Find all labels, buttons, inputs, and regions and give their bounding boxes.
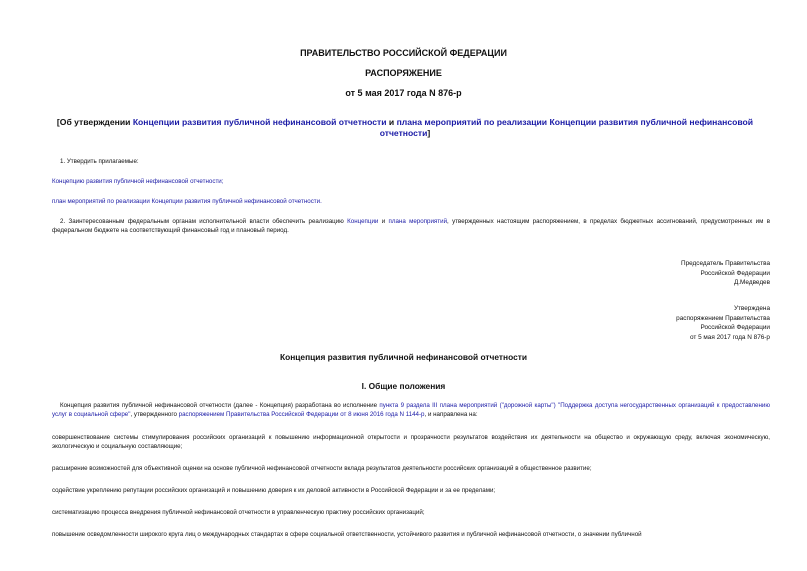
signature-name: Д.Медведев (733, 279, 770, 286)
concept-title: Концепция развития публичной нефинансовой отчетности (280, 352, 527, 362)
approval-block (570, 304, 770, 342)
approval-line-3: Российской Федерации (700, 324, 770, 331)
intro-text-c: , и направлена на: (424, 411, 478, 418)
intro-text-b: , утвержденного (130, 411, 179, 418)
list-item: расширение возможностей для объективной оценки на основе публичной нефинансовой отчетности вклада результатов деятельности российских организаций в общественное развитие; (52, 465, 592, 472)
intro-text-a: Концепция развития публичной нефинансовой отчетности (далее - Концепция) разработана во исполнение (60, 402, 380, 409)
list-item: содействие укреплению репутации российских организаций и повышению доверия к их деловой активности в Российской Федерации и за ее пределами; (52, 487, 496, 494)
approval-line-1: Утверждена (733, 305, 770, 312)
signature-block (570, 259, 770, 288)
list-item: совершенствование системы стимулирования российских организаций к повышению информационной открытости и прозрачности результатов воздействия их деятельности на общество и окружающую среду, включая экономическую, экологическую и социальную составляющие; (52, 434, 770, 450)
doc-date-number: от 5 мая 2017 года N 876-р (345, 88, 462, 98)
item-2-text-a: 2. Заинтересованным федеральным органам исполнительной власти обеспечить реализацию (60, 218, 348, 225)
item-2 (52, 217, 770, 235)
title-prefix: Об утверждении (59, 117, 133, 127)
item-1: 1. Утвердить прилагаемые: (60, 158, 139, 165)
signature-position: Председатель Правительства (681, 260, 770, 267)
concept-link[interactable]: Концепцию развития публичной нефинансовой отчетности; (52, 178, 224, 185)
list-item: систематизацию процесса внедрения публичной нефинансовой отчетности в управленческую практику российских организаций; (52, 509, 425, 516)
plan-title-link[interactable]: плана мероприятий по реализации Концепции развития публичной нефинансовой отчетности (379, 117, 754, 138)
item-2-text-b: и (378, 218, 389, 225)
item-2-concept-link[interactable]: Концепции (347, 218, 379, 225)
title-bracket-close: ] (427, 128, 431, 138)
concept-intro (52, 401, 770, 419)
approval-line-2: распоряжением Правительства (676, 314, 770, 322)
section-heading: I. Общие положения (361, 381, 446, 391)
doc-title (40, 117, 770, 139)
decree-link[interactable]: распоряжением Правительства Российской Федерации от 8 июня 2016 года N 1144-р (178, 411, 425, 418)
signature-country: Российской Федерации (700, 269, 770, 277)
plan-link[interactable]: план мероприятий по реализации Концепции развития публичной нефинансовой отчетности. (52, 198, 322, 205)
title-middle: и (386, 117, 397, 127)
roadmap-link[interactable]: пункта 9 раздела III плана мероприятий ("дорожной карты") "Поддержка доступа негосударственных организаций к предоставлению услуг в социальной сфере" (52, 402, 770, 418)
doc-type: РАСПОРЯЖЕНИЕ (365, 68, 442, 78)
item-2-plan-link[interactable]: плана мероприятий (388, 218, 448, 225)
government-name: ПРАВИТЕЛЬСТВО РОССИЙСКОЙ ФЕДЕРАЦИИ (300, 48, 507, 58)
title-bracket-open: [ (56, 117, 60, 127)
approval-line-4: от 5 мая 2017 года N 876-р (689, 333, 770, 341)
list-item: повышение осведомленности широкого круга лиц о международных стандартах в сфере социальной ответственности, устойчивого развития и публичной нефинансовой отчетности, о значении публичной (52, 531, 642, 538)
concept-title-link[interactable]: Концепции развития публичной нефинансовой отчетности (132, 117, 387, 127)
item-2-text-c: , утвержденных настоящим распоряжением, в пределах бюджетных ассигнований, предусмотренных им в федеральном бюджете на соответствующий финансовый год и плановый период. (52, 218, 770, 234)
